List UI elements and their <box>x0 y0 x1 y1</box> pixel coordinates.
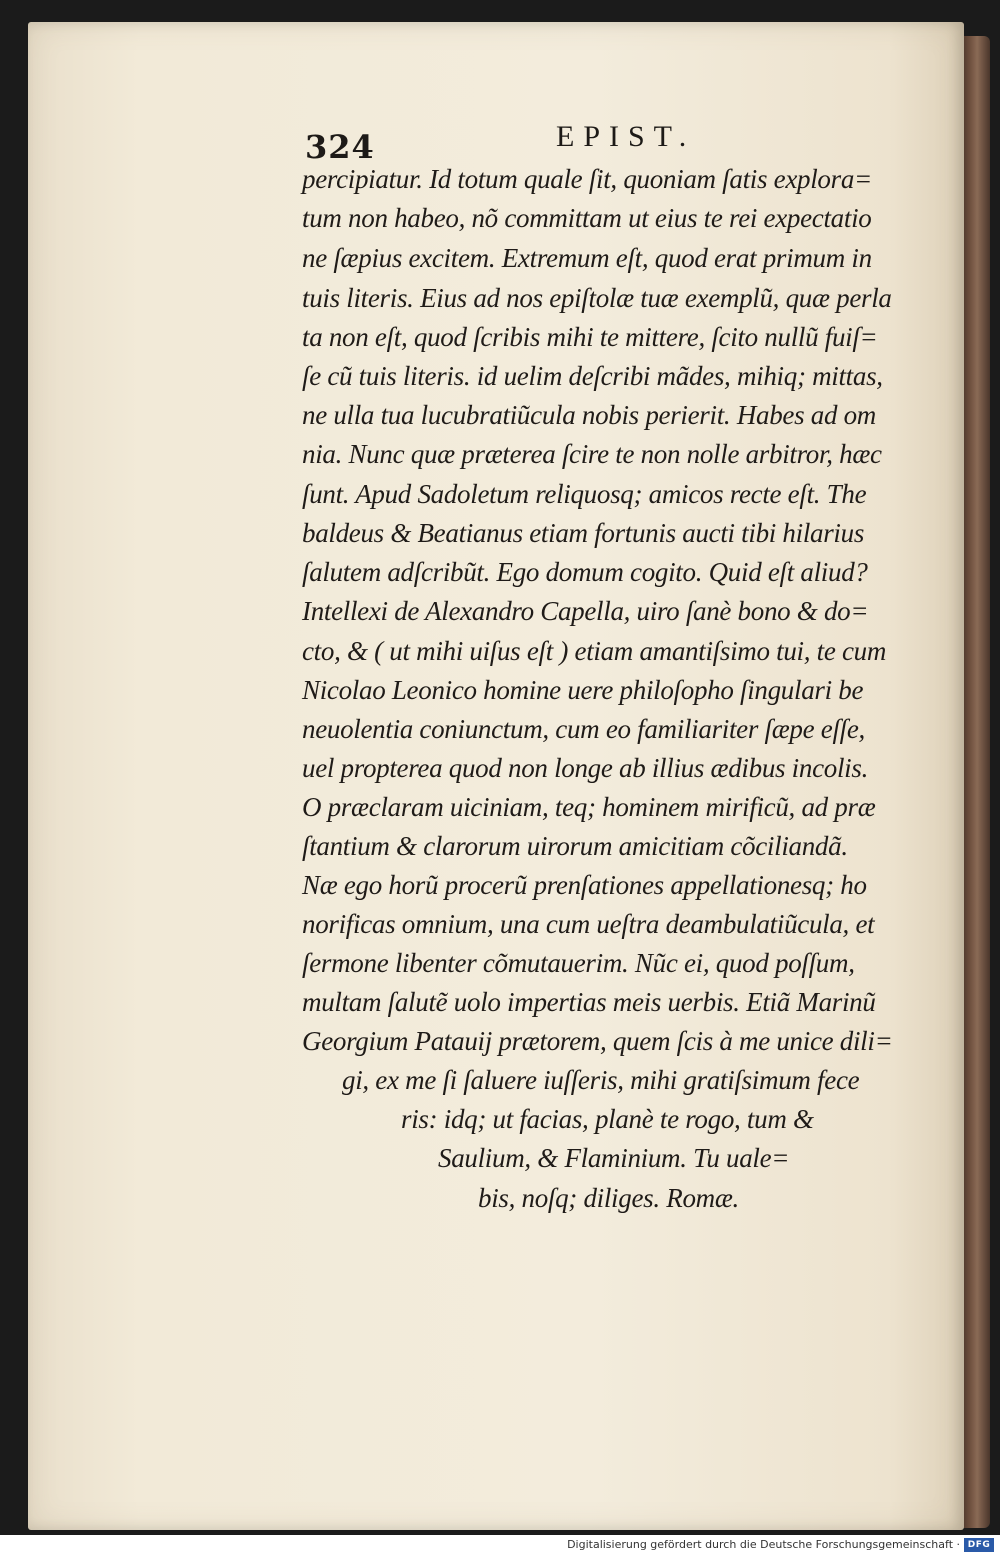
text-line: ne ſæpius excitem. Extremum eſt, quod erat primum in <box>302 243 872 273</box>
text-line: ta non eſt, quod ſcribis mihi te mittere, ſcito nullũ fuiſ= <box>302 322 878 352</box>
text-line: tuis literis. Eius ad nos epiſtolæ tuæ exemplũ, quæ perla <box>302 283 892 313</box>
text-line: ſe cũ tuis literis. id uelim deſcribi mãdes, mihiq; mittas, <box>302 361 883 391</box>
text-line: Nicolao Leonico homine uere philoſopho ſingulari be <box>302 675 864 705</box>
text-line: ne ulla tua lucubratiũcula nobis perierit. Habes ad om <box>302 400 877 430</box>
text-line: percipiatur. Id totum quale ſit, quoniam ſatis explora= <box>302 164 872 194</box>
text-line: O præclaram uiciniam, teq; hominem mirificũ, ad præ <box>302 792 876 822</box>
text-line: ſtantium & clarorum uirorum amicitiam cõciliandã. <box>302 831 848 861</box>
text-line: neuolentia coniunctum, cum eo familiariter ſæpe eſſe, <box>302 714 865 744</box>
text-line: cto, & ( ut mihi uiſus eſt ) etiam amantiſsimo tui, te cum <box>302 636 887 666</box>
footer-bar <box>0 1535 1000 1556</box>
text-line: tum non habeo, nõ committam ut eius te rei expectatio <box>302 203 872 233</box>
text-line: ris: idq; ut facias, planè te rogo, tum & <box>401 1104 814 1134</box>
text-line: baldeus & Beatianus etiam fortunis aucti tibi hilarius <box>302 518 865 548</box>
text-line: ſermone libenter cõmutauerim. Nũc ei, quod poſſum, <box>302 948 855 978</box>
running-head: EPIST. <box>556 120 696 153</box>
text-line: Næ ego horũ procerũ prenſationes appellationesq; ho <box>302 870 867 900</box>
text-line: norificas omnium, una cum ueſtra deambulatiũcula, et <box>302 909 875 939</box>
page-number: 324 <box>305 128 375 166</box>
dfg-logo: DFG <box>964 1538 994 1552</box>
text-line: ſalutem adſcribũt. Ego domum cogito. Quid eſt aliud? <box>302 557 868 587</box>
text-line: Intellexi de Alexandro Capella, uiro ſanè bono & do= <box>302 596 869 626</box>
text-line: ſunt. Apud Sadoletum reliquosq; amicos recte eſt. The <box>302 479 867 509</box>
text-line: Georgium Patauij prætorem, quem ſcis à me unice dili= <box>302 1026 893 1056</box>
text-line: gi, ex me ſi ſaluere iuſſeris, mihi gratiſsimum fece <box>342 1065 860 1095</box>
text-line: uel propterea quod non longe ab illius ædibus incolis. <box>302 753 869 783</box>
text-line: Saulium, & Flaminium. Tu uale= <box>438 1143 790 1173</box>
text-line: multam ſalutẽ uolo impertias meis uerbis. Etiã Marinũ <box>302 987 876 1017</box>
footer-credit: Digitalisierung gefördert durch die Deutsche Forschungsgemeinschaft · <box>567 1538 960 1551</box>
text-line: nia. Nunc quæ præterea ſcire te non nolle arbitror, hæc <box>302 439 882 469</box>
text-line: bis, noſq; diliges. Romæ. <box>478 1183 739 1213</box>
